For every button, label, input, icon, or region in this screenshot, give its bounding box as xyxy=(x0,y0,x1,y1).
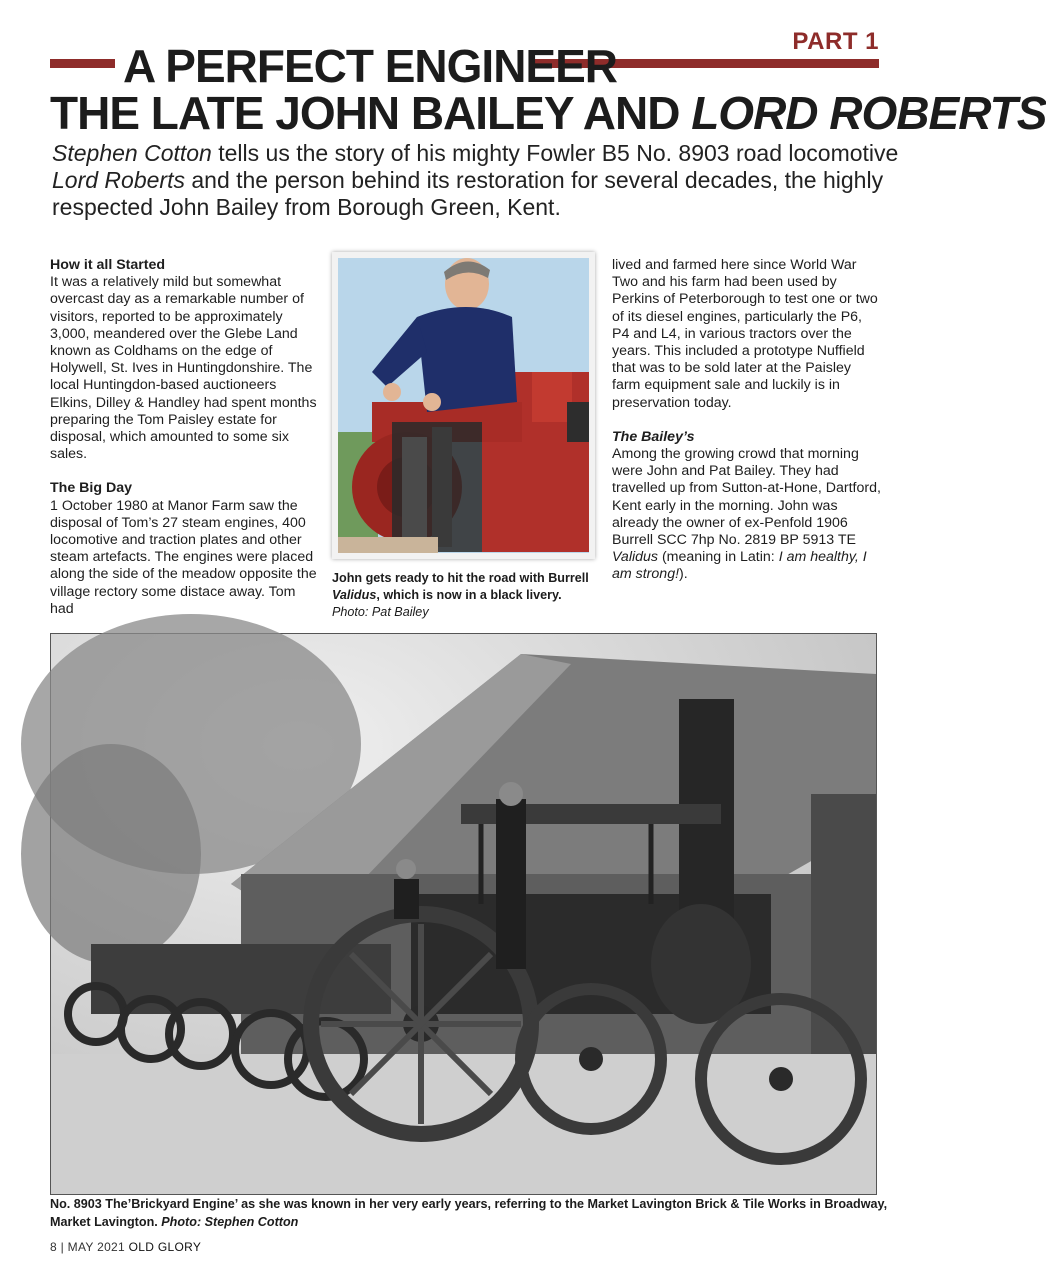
column-1 xyxy=(50,257,320,618)
headline-line2: THE LATE JOHN BAILEY AND LORD ROBERTS xyxy=(50,87,1046,139)
subheading-baileys: The Bailey’s xyxy=(612,428,695,445)
standfirst: Stephen Cotton tells us the story of his mighty Fowler B5 No. 8903 road locomotive Lord Roberts and the person behind its restoration for several decades, the highly respected John Bailey from Borough Green, Kent. xyxy=(52,140,899,220)
paragraph: Among the growing crowd that morning were John and Pat Bailey. They had travelled up from Sutton-at-Hone, Dartford, Kent early in the morning. John was already the owner of ex-Penfold 1906 Burrell SCC 7hp No. 2819 BP 5913 TE Validus (meaning in Latin: I am healthy, I am strong!). xyxy=(612,446,881,583)
photo-brickyard-engine xyxy=(50,633,877,1195)
column-3 xyxy=(612,257,882,584)
publication-name: OLD GLORY xyxy=(125,1240,202,1254)
page-number: 8 xyxy=(50,1240,57,1254)
photo-credit: Photo: Pat Bailey xyxy=(332,605,429,619)
subheading-how-it-all-started: How it all Started xyxy=(50,257,166,273)
traction-engine-illustration xyxy=(51,634,876,1194)
engine-driver-illustration xyxy=(332,252,595,559)
paragraph: 1 October 1980 at Manor Farm saw the disposal of Tom’s 27 steam engines, 400 locomotive and traction plates and other steam artefacts. The engines were placed along the side of the meadow opposite the village rectory some distace away. Tom had xyxy=(50,497,317,617)
headline-line1: A PERFECT ENGINEER xyxy=(123,40,618,92)
photo-caption-1: John gets ready to hit the road with Burrell Validus, which is now in a black livery. Photo: Pat Bailey xyxy=(332,571,589,619)
title-rule-left xyxy=(50,59,115,68)
photo-credit: Photo: Stephen Cotton xyxy=(161,1214,299,1229)
part-label: PART 1 xyxy=(792,28,879,55)
page-footer: 8 | MAY 2021 OLD GLORY xyxy=(50,1240,202,1254)
photo-caption-2: No. 8903 The’Brickyard Engine’ as she was known in her very early years, referring to the Market Lavington Brick & Tile Works in Broadway, Market Lavington. Photo: Stephen Cotton xyxy=(50,1197,888,1229)
paragraph: It was a relatively mild but somewhat overcast day as a remarkable number of visitors, reported to be approximately 3,000, meandered over the Glebe Land known as Coldhams on the edge of Holywell, St. Ives in Huntingdonshire. The local Huntingdon-based auctioneers Elkins, Dilley & Handley had spent months preparing the Tom Paisley estate for disposal, which amounted to some six sales. xyxy=(50,274,317,463)
issue-date: MAY 2021 xyxy=(67,1240,125,1254)
paragraph: lived and farmed here since World War Two and his farm had been used by Perkins of Peterborough to test one or two of its diesel engines, particularly the P6, P4 and L4, in various tractors over the years. This included a prototype Nuffield that was to be sold later at the Paisley farm equipment sale and luckily is in preservation today. xyxy=(612,257,878,411)
subheading-big-day: The Big Day xyxy=(50,480,132,497)
photo-john-on-engine xyxy=(332,252,595,559)
